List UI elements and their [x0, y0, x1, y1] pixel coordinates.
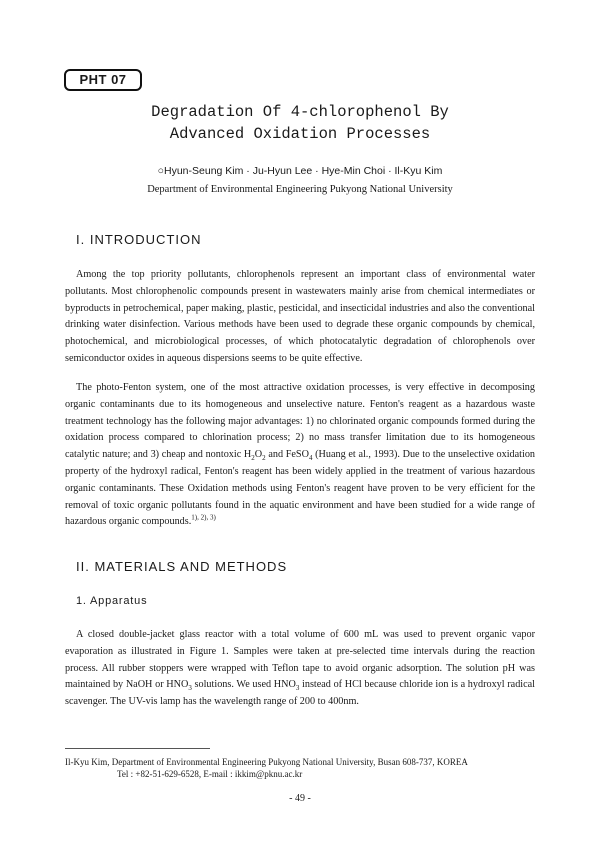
footnote-contact: Tel : +82-51-629-6528, E-mail : ikkim@pknu.ac.kr	[117, 769, 303, 779]
title-line-2: Advanced Oxidation Processes	[169, 125, 431, 143]
title-line-1: Degradation Of 4-chlorophenol By	[151, 103, 449, 121]
introduction-heading: I. INTRODUCTION	[76, 232, 202, 247]
introduction-paragraph-1: Among the top priority pollutants, chlorophenols represent an important class of environmental water pollutants. Most chlorophenolic compounds present in wastewaters mainly arise from chemical intermediates or byproducts in petrochemical, paper making, plastic, pesticidal, and insecticidal industries and also the conventional drinking water disinfection. Various methods have been used to degrade these organic compounds by chemical, photochemical, and microbiological processes, of which photocatalytic degradation of chlorophenols over semiconductor oxides in aqueous dispersions seems to be quite effective.	[65, 269, 535, 364]
methods-heading: II. MATERIALS AND METHODS	[76, 559, 288, 574]
session-code-badge: PHT 07	[64, 69, 142, 91]
page-number: - 49 -	[289, 793, 311, 804]
introduction-paragraph-2: The photo-Fenton system, one of the most attractive oxidation processes, is very effective in decomposing organic contaminants due to its homogeneous and unselective nature. Fenton's reagent as a hazardous waste treatment technology has the following major advantages: 1) no chlorinated organic compounds formed during the oxidation process compared to chlorination process; 2) no mass transfer limitation due to its homogeneous catalytic nature; and 3) cheap and nontoxic $H_2O_2$ and FeSO$_4$ (Huang et al., 1993). Due to the unselective oxidation property of the hydroxyl radical, Fenton's reagent has been widely applied in the treatment of various hazardous organic contaminants. These Oxidation methods using Fenton's reagent have proven to be very efficient for the removal of toxic organic pollutants found in the aquatic environment and have been studied for a wide range of hazardous organic compounds.$^{1), 2), 3)}$	[65, 382, 536, 528]
reference-citations: 1), 2), 3)	[191, 513, 216, 522]
affiliation: Department of Environmental Engineering Pukyong National University	[147, 184, 453, 195]
footnote-affiliation: Il-Kyu Kim, Department of Environmental Engineering Pukyong National University, Busan 608-737, KOREA	[65, 757, 468, 767]
apparatus-subheading: 1. Apparatus	[76, 595, 148, 607]
author-list: ○Hyun-Seung Kim · Ju-Hyun Lee · Hye-Min Choi · Il-Kyu Kim	[157, 165, 443, 177]
paper-title	[60, 101, 540, 145]
footnote-divider	[65, 748, 210, 749]
apparatus-paragraph: A closed double-jacket glass reactor with a total volume of 600 mL was used to prevent organic vapor evaporation as illustrated in Figure 1. Samples were taken at pre-selected time intervals during the reaction process. All rubber stoppers were wrapped with Teflon tape to avoid organic adsorption. The solution pH was maintained by NaOH or $HNO_3$ solutions. We used $HNO_3$ instead of HCl because chloride ion is a hydroxyl radical scavenger. The UV-vis lamp has the wavelength range of 200 to 400nm.	[65, 629, 535, 708]
